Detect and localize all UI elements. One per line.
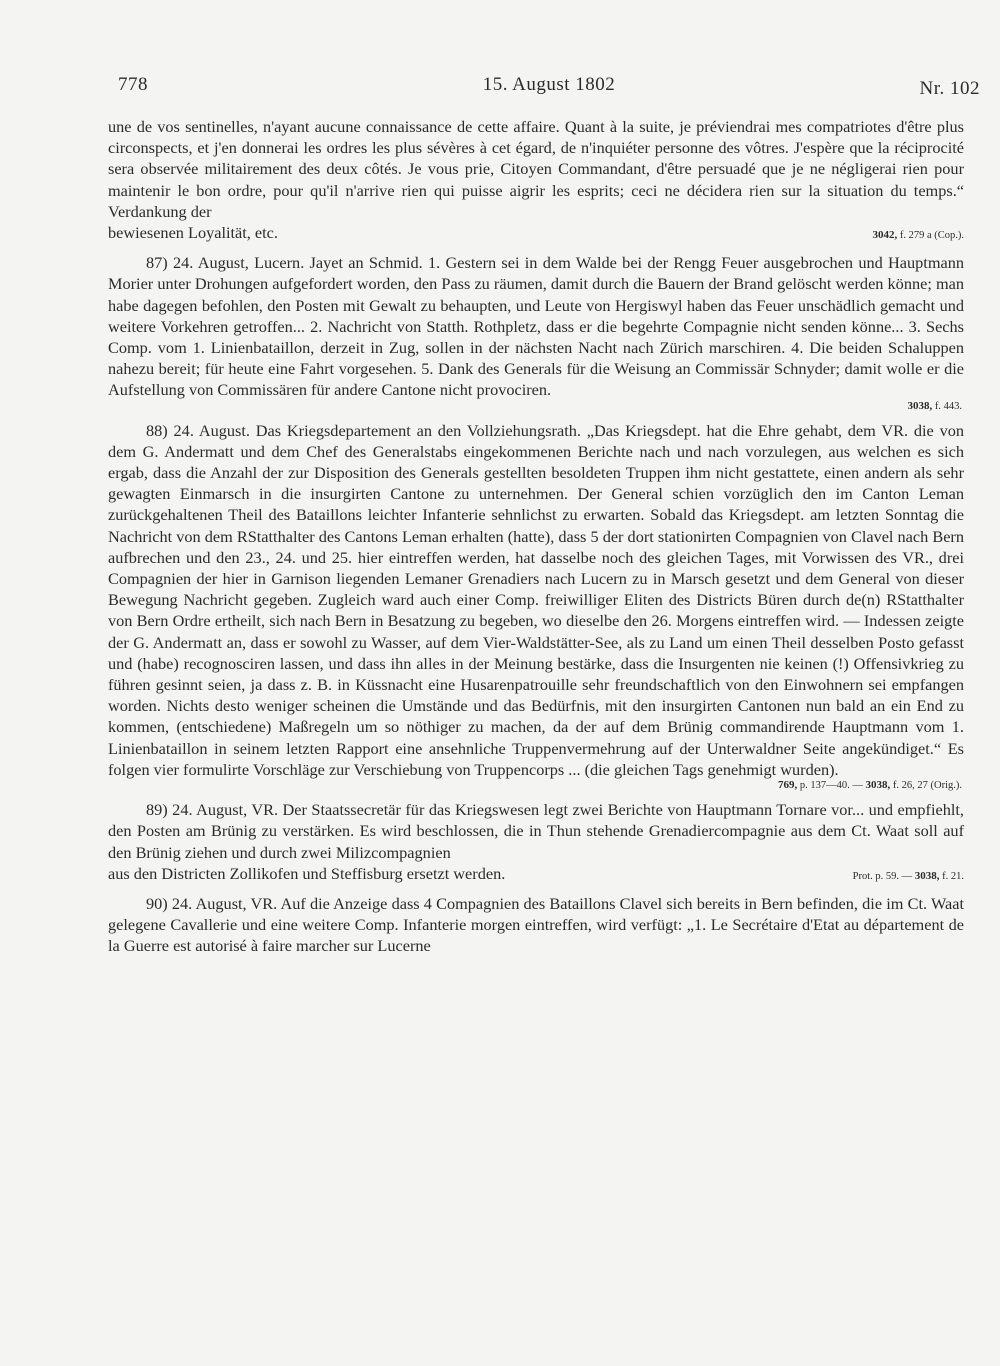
source-reference xyxy=(872,225,964,246)
archive-number-2: 3038, xyxy=(865,779,891,792)
paragraph-tail: bewiesenen Loyalität, etc. xyxy=(108,223,278,243)
entry-tail: aus den Districten Zollikofen und Steffisburg ersetzt werden. xyxy=(108,863,506,883)
source-reference xyxy=(108,778,964,793)
blank-page-area xyxy=(0,1180,1000,1366)
page-body xyxy=(108,116,964,957)
folio: f. 443. xyxy=(932,400,962,412)
paragraph-text: une de vos sentinelles, n'ayant aucune connaissance de cette affaire. Quant à la suite, je préviendrai mes compatriotes d'être plus circonspects, et j'en donnerai les ordres les plus sévères à cet égard, de n'inquiéter personne des vôtres. J'espère que la réciprocité sera observée militairement des deux côtés. Je vous prie, Citoyen Commandant, d'être persuadé que je ne négligerai rien pour maintenir le bon ordre, pour qu'il n'arrive rien qui puisse aigrir les esprits; ceci ne décidera rien sur la situation du temps.“ Verdankung der xyxy=(108,117,964,221)
folio: f. 21. xyxy=(939,870,964,882)
page-number: 778 xyxy=(118,74,148,95)
running-title-date: 15. August 1802 xyxy=(482,74,616,95)
archive-number: 3038, xyxy=(914,869,940,882)
source-reference xyxy=(108,399,964,414)
continued-paragraph xyxy=(108,116,964,246)
entry-last-line xyxy=(108,863,964,887)
entry-89 xyxy=(108,799,964,887)
folio: f. 279 a (Cop.). xyxy=(897,230,964,242)
entry-text: 89) 24. August, VR. Der Staatssecretär für das Kriegswesen legt zwei Berichte von Hauptmann Tornare vor... und empfiehlt, den Posten am Brünig zu verstärken. Es wird beschlossen, die in Thun stehende Grenadiercompagnie aus dem Ct. Waat soll auf den Brünig ziehen und durch zwei Milizcompagnien xyxy=(108,800,964,862)
page-header xyxy=(118,74,980,104)
archive-number: 3042, xyxy=(872,229,898,242)
document-number: Nr. 102 xyxy=(919,78,980,99)
archive-number: 769, xyxy=(778,779,798,792)
folio: f. 26, 27 (Orig.). xyxy=(890,780,962,792)
entry-87 xyxy=(108,252,964,413)
paragraph-last-line xyxy=(108,222,964,246)
protocol-ref: Prot. p. 59. — xyxy=(852,870,915,882)
entry-text: 90) 24. August, VR. Auf die Anzeige dass 4 Compagnien des Bataillons Clavel sich bereits in Bern befinden, die im Ct. Waat gelegene Cavallerie und eine weitere Comp. Infanterie morgen eintreffen, wird verfügt: „1. Le Secrétaire d'Etat au département de la Guerre est autorisé à faire marcher sur Lucerne xyxy=(108,893,964,956)
entry-text: 88) 24. August. Das Kriegsdepartement an den Vollziehungsrath. „Das Kriegsdept. hat die Ehre gehabt, dem VR. die von dem G. Andermatt und dem Chef des Generalstabs eingekommenen Berichte nach und nach vorzulegen, aus welchen es sich ergab, dass die Anzahl der zur Disposition des Generals gestellten besoldeten Truppen ihm nicht gestattete, einen andern als sehr gewagten Einmarsch in die insurgirten Cantone zu unternehmen. Der General schien vorzüglich den im Canton Leman zurückgehaltenen Theil des Bataillons leichter Infanterie sehnlichst zu erwarten. Sobald das Kriegsdept. am letzten Sonntag die Nachricht von dem RStatthalter des Cantons Leman erhalten (hatte), dass 5 der dort stationirten Compagnien von Clavel nach Bern aufbrechen und den 23., 24. und 25. hier eintreffen werden, hat dasselbe noch des gleichen Tages, mit Vorwissen des VR., drei Compagnien der hier in Garnison liegenden Lemaner Grenadiers nach Lucern zu in Marsch gesetzt und dem General von dieser Bewegung Nachricht gegeben. Zugleich ward auch einer Comp. freiwilliger Eliten des Districts Büren durch de(n) RStatthalter von Bern Ordre ertheilt, sich nach Bern in Besatzung zu begeben, wo dieselbe den 26. Morgens eintreffen wird. — Indessen zeigte der G. Andermatt an, dass er sowohl zu Wasser, auf dem Vier-Waldstätter-See, als zu Land um einen Theil desselben Posto gefasst und (habe) recognosciren lassen, und dass ihn alles in der Meinung bestärke, dass die Insurgenten nie keinen (!) Offensivkrieg zu führen gesinnt seien, ja dass z. B. in Küssnacht eine Husarenpatrouille sehr freundschaftlich von den Einwohnern sei empfangen worden. Nichts desto weniger scheinen die Umstände und das Bedürfnis, mit den insurgirten Cantonen nun bald an ein End zu kommen, (entschiedene) Maßregeln um so nöthiger zu machen, da der auf dem Brünig commandirende Hauptmann vom 1. Linienbataillon in seinem letzten Rapport eine ansehnliche Truppenvermehrung auf der Unterwaldner Seite angekündiget.“ Es folgen vier formulirte Vorschläge zur Verschiebung von Truppencorps ... (die gleichen Tags genehmigt wurden). xyxy=(108,420,964,779)
entry-88 xyxy=(108,420,964,793)
source-reference xyxy=(853,866,964,887)
entry-90 xyxy=(108,893,964,957)
entry-text: 87) 24. August, Lucern. Jayet an Schmid. 1. Gestern sei in dem Walde bei der Rengg Feuer ausgebrochen und Hauptmann Morier unter Drohungen aufgefordert worden, den Pass zu räumen, damit durch die Bauern der Brand gelöscht werden könne; man habe dagegen befohlen, den Posten mit Gewalt zu behaupten, und Leute von Hergiswyl haben das Feuer unschädlich gemacht und weitere Vorkehren getroffen... 2. Nachricht von Statth. Rothpletz, dass er die begehrte Compagnie nicht senden könne... 3. Sechs Comp. vom 1. Linienbataillon, derzeit in Zug, sollen in der nächsten Nacht nach Zürich marschiren. 4. Die beiden Schaluppen nahezu bereit; für heute eine Fahrt vorgesehen. 5. Dank des Generals für die Weisung an Commissär Schnyder; damit wolle er die Aufstellung von Commissären für andere Cantone nicht provociren. xyxy=(108,253,964,400)
archive-number: 3038, xyxy=(907,399,933,412)
pages: p. 137—40. — xyxy=(797,780,866,792)
